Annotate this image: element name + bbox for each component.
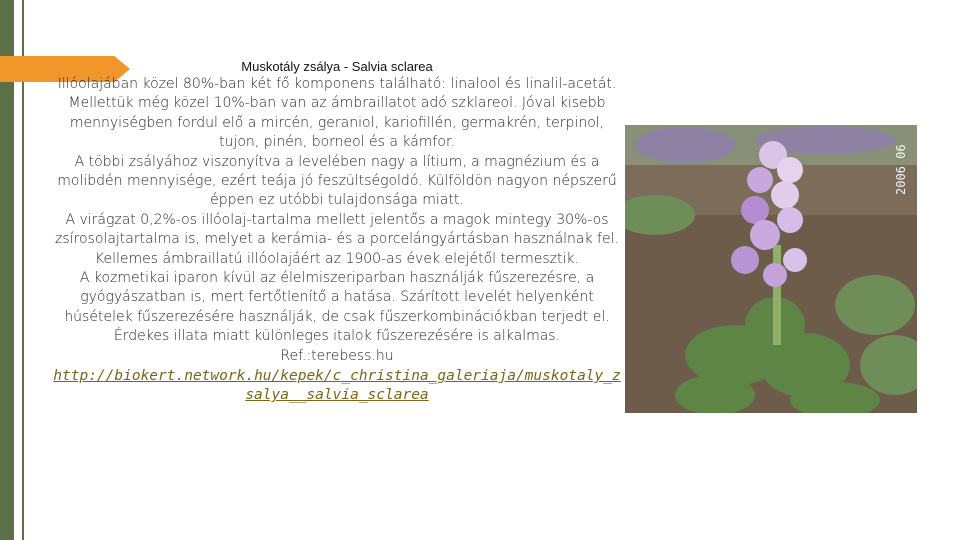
plant-photo	[625, 125, 917, 413]
source-link[interactable]: http://biokert.network.hu/kepek/c_christina_galeriaja/muskotaly_zsalya__salvia_sclarea	[53, 368, 621, 404]
slide-title: Muskotály zsálya - Salvia sclarea	[241, 59, 433, 74]
clary-sage-photo	[625, 125, 917, 413]
text-content	[52, 58, 622, 405]
slide-body: Illóolajában közel 80%-ban két fő komponens található: linalool és linalil-acetát. Mellettük még közel 10%-ban van az ámbraillatot adó szklareol. Jóval kisebb mennyiségben fordul elő a mircén, geraniol, kariofillén, germakrén, terpinol, tujon, pinén, borneol és a kámfor. A többi zsályához viszonyítva a levelében nagy a lítium, a magnézium és a molibdén mennyisége, ezért teája jó feszültségoldó. Külföldön nagyon népszerű éppen ez utóbbi tulajdonsága miatt. A virágzat 0,2%-os illóolaj-tartalma mellett jelentős a magok mintegy 30%-os zsírosolajtartalma is, melyet a kerámia- és a porcelángyártásban használnak fel. Kellemes ámbraillatú illóolajáért az 1900-as évek elejétől termesztik. A kozmetikai iparon kívül az élelmiszeriparban használják fűszerezésre, a gyógyászatban is, mert fertőtlenítő a hatása. Szárított levelét helyenként húsételek fűszerezésére használják, de csak fűszerkombinációkban terjedt el. Érdekes illata miatt különleges italok fűszerezésére is alkalmas. Ref.:terebess.hu	[55, 76, 619, 364]
photo-date-stamp: 2006 06	[894, 144, 908, 195]
